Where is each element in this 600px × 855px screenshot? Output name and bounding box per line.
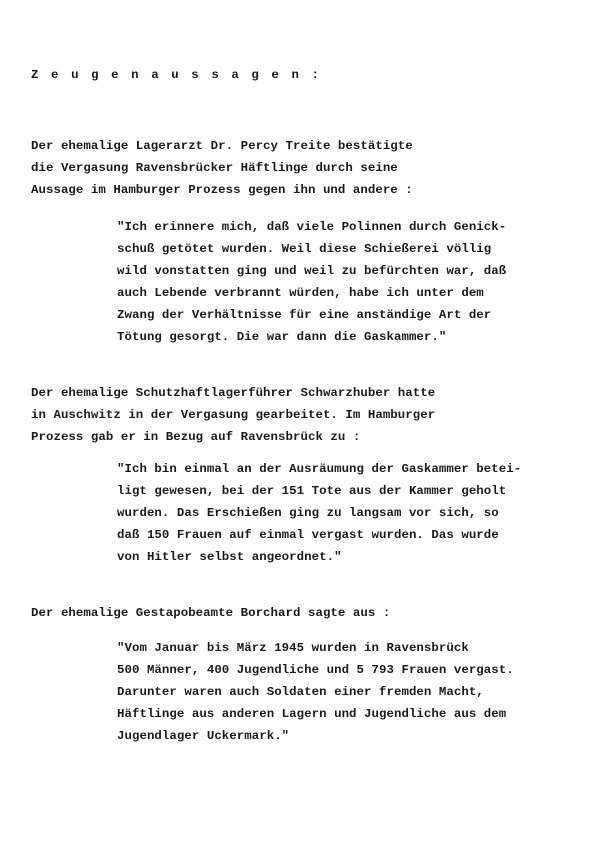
quote-line: Häftlinge aus anderen Lagern und Jugendliche aus dem — [117, 707, 507, 721]
quote-line: "Vom Januar bis März 1945 wurden in Ravensbrück — [117, 641, 469, 655]
quote-line: "Ich erinnere mich, daß viele Polinnen durch Genick- — [117, 220, 507, 234]
quote-line: Zwang der Verhältnisse für eine anständige Art der — [117, 308, 492, 322]
quote-line: 500 Männer, 400 Jugendliche und 5 793 Frauen vergast. — [117, 663, 514, 677]
quote-line: daß 150 Frauen auf einmal vergast wurden. Das wurde — [117, 528, 499, 542]
document-heading: Zeugenaussagen: — [31, 68, 332, 82]
intro-line: Der ehemalige Gestapobeamte Borchard sagte aus : — [31, 606, 391, 620]
quote-line: Darunter waren auch Soldaten einer fremden Macht, — [117, 685, 484, 699]
quote-line: wild vonstatten ging und weil zu befürchten war, daß — [117, 264, 507, 278]
quote-line: schuß getötet wurden. Weil diese Schießerei völlig — [117, 242, 492, 256]
quote-line: auch Lebende verbrannt würden, habe ich unter dem — [117, 286, 484, 300]
quote-line: Tötung gesorgt. Die war dann die Gaskammer." — [117, 330, 447, 344]
intro-line: Der ehemalige Lagerarzt Dr. Percy Treite bestätigte — [31, 139, 413, 153]
quote-line: wurden. Das Erschießen ging zu langsam vor sich, so — [117, 506, 499, 520]
quote-line: von Hitler selbst angeordnet." — [117, 550, 342, 564]
intro-line: in Auschwitz in der Vergasung gearbeitet. Im Hamburger — [31, 408, 436, 422]
quote-line: Jugendlager Uckermark." — [117, 729, 290, 743]
intro-line: die Vergasung Ravensbrücker Häftlinge durch seine — [31, 161, 398, 175]
quote-line: "Ich bin einmal an der Ausräumung der Gaskammer betei- — [117, 462, 522, 476]
intro-line: Der ehemalige Schutzhaftlagerführer Schwarzhuber hatte — [31, 386, 436, 400]
intro-line: Prozess gab er in Bezug auf Ravensbrück zu : — [31, 430, 361, 444]
intro-line: Aussage im Hamburger Prozess gegen ihn und andere : — [31, 183, 413, 197]
quote-line: ligt gewesen, bei der 151 Tote aus der Kammer geholt — [117, 484, 507, 498]
